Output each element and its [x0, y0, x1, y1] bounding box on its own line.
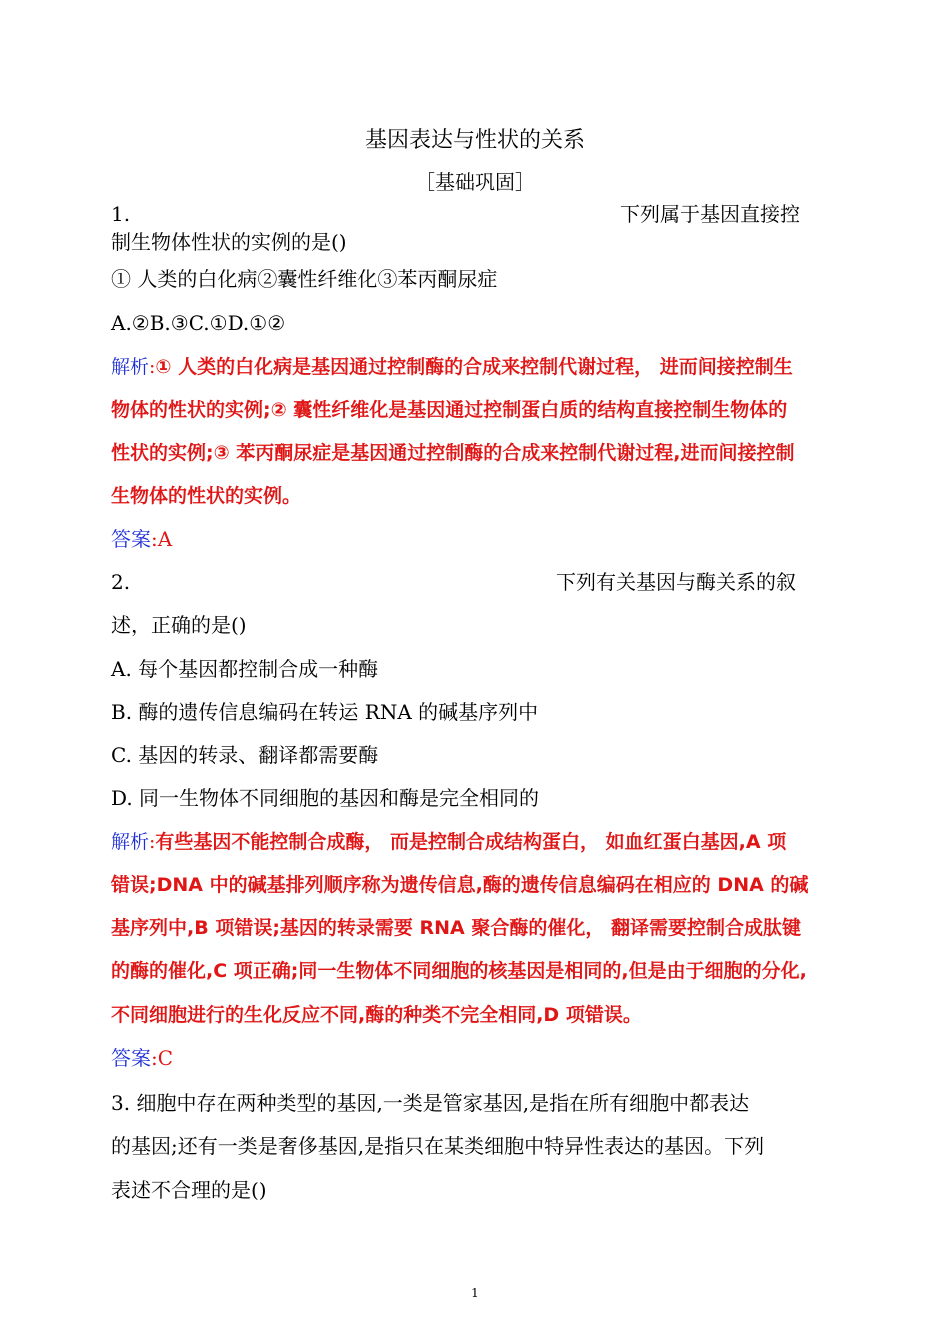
q1-number: 1.: [111, 202, 131, 226]
page-number: 1: [471, 1286, 479, 1300]
q2-analysis-line: 解析:有些基因不能控制合成酶， 而是控制合成结构蛋白， 如血红蛋白基因,A 项: [111, 831, 787, 853]
q1-analysis-line: 解析:① 人类的白化病是基因通过控制酶的合成来控制代谢过程， 进而间接控制生: [111, 356, 793, 378]
answer-value: A: [157, 527, 173, 551]
q3-stem-line: 的基因;还有一类是奢侈基因,是指只在某类细胞中特异性表达的基因。下列: [111, 1134, 765, 1158]
q2-stem-continued: 述，正确的是(): [111, 613, 247, 637]
q1-analysis-line: 物体的性状的实例;② 囊性纤维化是基因通过控制蛋白质的结构直接控制生物体的: [111, 399, 788, 421]
q3-stem-line: 表述不合理的是(): [111, 1178, 267, 1202]
analysis-label: 解析: [111, 831, 150, 853]
q1-stem: 下列属于基因直接控: [620, 202, 800, 226]
analysis-label: 解析: [111, 356, 150, 378]
q2-stem: 下列有关基因与酶关系的叙: [556, 570, 796, 594]
q2-option-c: C. 基因的转录、翻译都需要酶: [111, 743, 379, 767]
q2-number: 2.: [111, 570, 131, 594]
q2-answer: 答案:C: [111, 1046, 174, 1070]
q1-analysis-line: 生物体的性状的实例。: [111, 485, 302, 507]
q2-analysis-line: 错误;DNA 中的碱基排列顺序称为遗传信息,酶的遗传信息编码在相应的 DNA 的碱: [111, 874, 809, 896]
answer-label: 答案: [111, 1046, 151, 1070]
section-heading: ［基础巩固］: [415, 170, 535, 194]
q3-stem-line: 3. 细胞中存在两种类型的基因,一类是管家基因,是指在所有细胞中都表达: [111, 1091, 750, 1115]
q2-option-a: A. 每个基因都控制合成一种酶: [111, 657, 379, 681]
q2-option-d: D. 同一生物体不同细胞的基因和酶是完全相同的: [111, 786, 540, 810]
q1-stem-continued: 制生物体性状的实例的是(): [111, 230, 347, 254]
q1-analysis-line: 性状的实例;③ 苯丙酮尿症是基因通过控制酶的合成来控制代谢过程,进而间接控制: [111, 442, 795, 464]
q1-answer: 答案:A: [111, 527, 173, 551]
q2-analysis-line: 的酶的催化,C 项正确;同一生物体不同细胞的核基因是相同的,但是由于细胞的分化,: [111, 960, 807, 982]
q1-items: ① 人类的白化病②囊性纤维化③苯丙酮尿症: [111, 267, 498, 291]
q2-analysis-line: 不同细胞进行的生化反应不同,酶的种类不完全相同,D 项错误。: [111, 1004, 642, 1026]
q2-option-b: B. 酶的遗传信息编码在转运 RNA 的碱基序列中: [111, 700, 539, 724]
answer-label: 答案: [111, 527, 151, 551]
document-title: 基因表达与性状的关系: [364, 128, 585, 153]
q2-analysis-line: 基序列中,B 项错误;基因的转录需要 RNA 聚合酶的催化， 翻译需要控制合成肽键: [111, 917, 801, 939]
answer-value: C: [157, 1046, 174, 1070]
q1-options: A.②B.③C.①D.①②: [111, 311, 286, 335]
